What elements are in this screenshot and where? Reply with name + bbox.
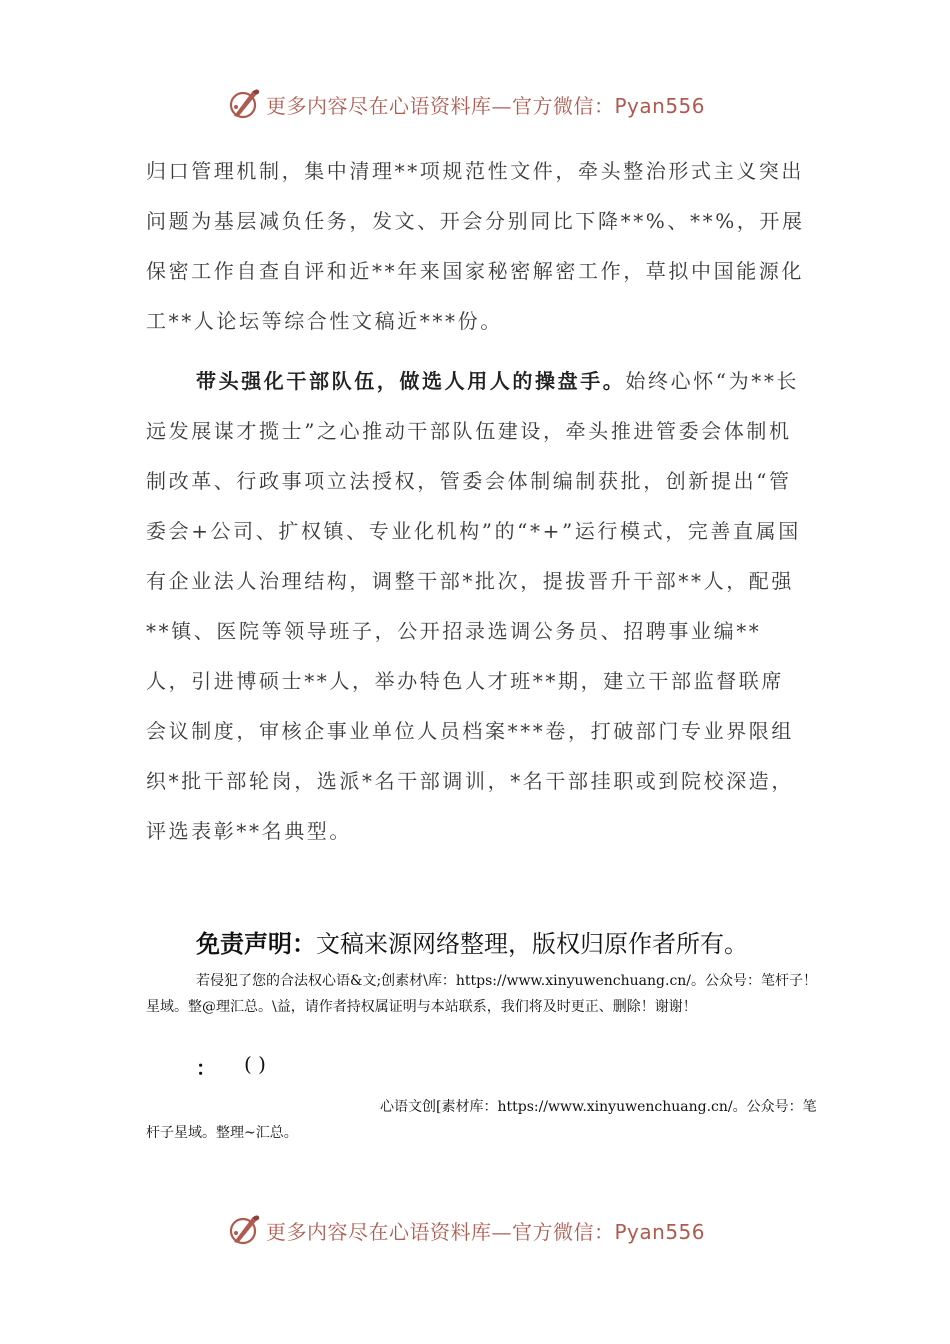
wechat-id: Pyan556 (614, 93, 706, 118)
footer-banner (226, 1210, 705, 1250)
paragraph-1: 归口管理机制，集中清理**项规范性文件，牵头整治形式主义突出问题为基层减负任务，发文、开会分别同比下降**%、**%，开展保密工作自查自评和近**年来国家秘密解密工作，草拟中国能源化工**人论坛等综合性文稿近***份。 (146, 159, 805, 333)
banner-text: 更多内容尽在心语资料库—官方微信：Pyan556 (266, 93, 706, 118)
empty-parentheses: ( ) (244, 1052, 266, 1076)
colon-mark: ： (196, 1056, 216, 1080)
disclaimer-body: 若侵犯了您的合法权心语&文;创素材\库：https://www.xinyuwenchuang.cn/。公众号：笔杆子！星域。整@理汇总。\益，请作者持权属证明与本站联系，我们将及时更正、删除！谢谢！ (146, 973, 818, 1015)
paragraph-2 (146, 356, 806, 856)
quill-pen-icon (226, 1212, 262, 1248)
disclaimer-heading: 文稿来源网络整理，版权归原作者所有。 (316, 930, 748, 958)
source-note: 心语文创[素材库：https://www.xinyuwenchuang.cn/。公众号：笔杆子星域。整理~汇总。 (146, 1099, 817, 1141)
disclaimer-title (196, 924, 748, 959)
header-banner (226, 84, 705, 124)
wechat-id: Pyan556 (614, 1219, 706, 1244)
banner-text: 更多内容尽在心语资料库—官方微信：Pyan556 (266, 1219, 706, 1244)
quill-pen-icon (226, 86, 262, 122)
paragraph-2-text: 始终心怀“为**长远发展谋才揽士”之心推动干部队伍建设，牵头推进管委会体制机制改革、行政事项立法授权，管委会体制编制获批，创新提出“管委会+公司、扩权镇、专业化机构”的“*+”运行模式，完善直属国有企业法人治理结构，调整干部*批次，提拔晋升干部**人，配强**镇、医院等领导班子，公开招录选调公务员、招聘事业编**人，引进博硕士**人，举办特色人才班**期，建立干部监督联席会议制度，审核企事业单位人员档案***卷，打破部门专业界限组织*批干部轮岗，选派*名干部调训，*名干部挂职或到院校深造，评选表彰**名典型。 (146, 369, 801, 843)
disclaimer-label: 免责声明： (196, 930, 316, 958)
paragraph-2-lead: 带头强化干部队伍，做选人用人的操盘手。 (196, 369, 626, 393)
